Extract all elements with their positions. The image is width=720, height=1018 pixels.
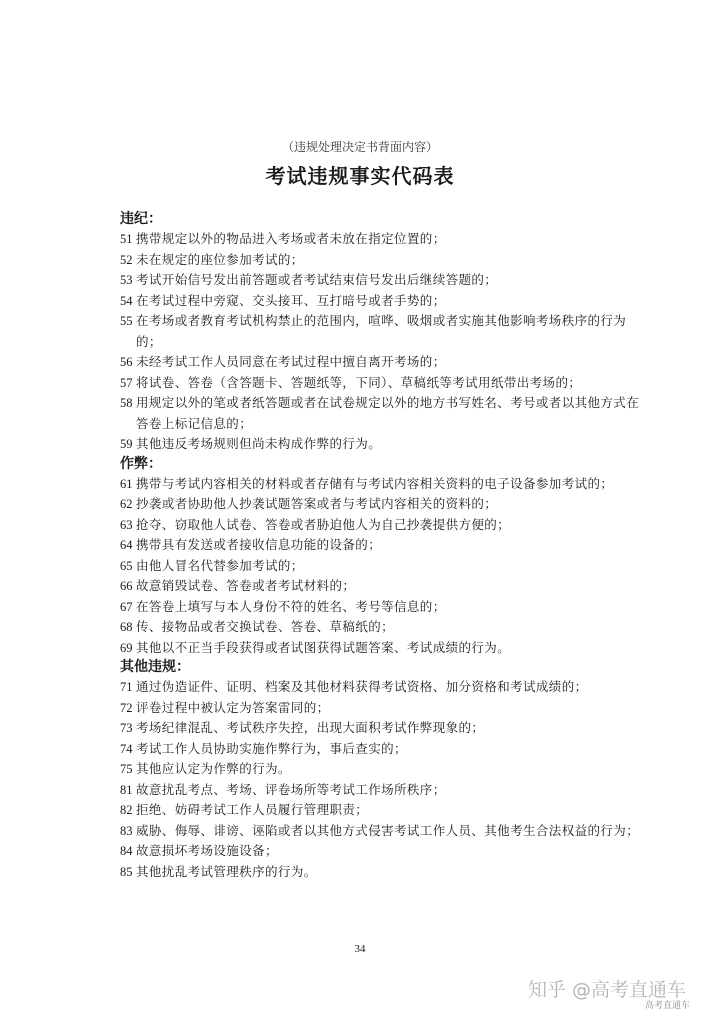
violation-code: 75 [120,762,133,776]
violation-code: 66 [120,579,133,593]
violation-description: 携带与考试内容相关的材料或者存储有与考试内容相关资料的电子设备参加考试的； [136,475,614,491]
violation-item [120,862,640,883]
violation-code: 62 [120,497,133,511]
violation-code: 65 [120,558,133,573]
violation-description: 威胁、侮辱、诽谤、诬陷或者以其他方式侵害考试工作人员、其他考生合法权益的行为； [136,822,640,838]
violation-description: 考试工作人员协助实施作弊行为，事后查实的； [136,740,407,756]
violation-code: 68 [120,620,133,634]
violation-code: 53 [120,273,133,287]
watermark-sublabel: 高考直通车 [645,1001,691,1011]
violation-code: 72 [120,700,133,715]
violation-item [120,494,640,515]
violation-item [120,739,640,760]
violation-code: 52 [120,252,133,267]
section-2 [120,455,640,659]
code-table [120,210,640,882]
violation-description: 用规定以外的笔或者纸答题或者在试卷规定以外的地方书写姓名、考号或者以其他方式在答卷上标记信息的； [136,395,640,431]
violation-item [120,229,640,250]
violation-item [120,597,640,618]
violation-code: 69 [120,640,133,655]
violation-description: 故意销毁试卷、答卷或者考试材料的； [136,578,356,593]
violation-item [120,617,640,638]
violation-description: 抢夺、窃取他人试卷、答卷或者胁迫他人为自己抄袭提供方便的； [136,516,511,532]
violation-code: 63 [120,517,133,532]
violation-code: 84 [120,844,133,858]
section-1 [120,210,640,455]
section-3 [120,658,640,882]
violation-description: 在考试过程中旁窥、交头接耳、互打暗号或者手势的； [136,292,446,308]
violation-code: 71 [120,680,133,694]
violation-code: 55 [120,314,133,328]
violation-code: 74 [120,741,133,756]
violation-description: 其他以不正当手段获得或者试图获得试题答案、考试成绩的行为。 [136,639,511,655]
violation-code: 61 [120,476,133,491]
violation-code: 56 [120,355,133,369]
violation-item [120,638,640,659]
violation-item [120,373,640,394]
violation-item [120,393,640,434]
violation-code: 83 [120,823,133,838]
violation-code: 54 [120,293,133,308]
violation-code: 58 [120,396,133,410]
violation-description: 未经考试工作人员同意在考试过程中擅自离开考场的； [136,354,446,369]
violation-description: 将试卷、答卷（含答题卡、答题纸等，下同）、草稿纸等考试用纸带出考场的； [136,374,582,390]
violation-code: 67 [120,599,133,614]
section-heading: 其他违规： [120,659,190,675]
violation-item [120,311,640,352]
violation-item [120,556,640,577]
violation-code: 82 [120,803,133,817]
violation-item [120,291,640,312]
violation-description: 由他人冒名代替参加考试的； [136,557,304,573]
violation-description: 故意损坏考场设施设备； [136,843,278,858]
violation-item [120,800,640,821]
section-heading: 作弊： [120,455,162,472]
violation-item [120,698,640,719]
violation-item [120,535,640,556]
violation-item [120,821,640,842]
violation-code: 59 [120,437,133,451]
violation-item [120,352,640,373]
violation-item [120,780,640,801]
section-heading: 违纪： [120,211,162,227]
violation-description: 通过伪造证件、证明、档案及其他材料获得考试资格、加分资格和考试成绩的； [136,679,588,694]
document-title: 考试违规事实代码表 [265,164,455,188]
document-subtitle: （违规处理决定书背面内容） [281,140,438,154]
violation-item [120,250,640,271]
violation-description: 未在规定的座位参加考试的； [136,251,304,267]
violation-description: 评卷过程中被认定为答案雷同的； [136,699,330,715]
violation-code: 64 [120,538,133,552]
violation-description: 在考场或者教育考试机构禁止的范围内，喧哗、吸烟或者实施其他影响考场秩序的行为的； [136,313,627,349]
violation-item [120,576,640,597]
violation-description: 其他应认定为作弊的行为。 [136,761,291,776]
violation-description: 携带规定以外的物品进入考场或者未放在指定位置的； [136,231,446,246]
violation-item [120,718,640,739]
violation-description: 其他扰乱考试管理秩序的行为。 [136,863,317,879]
violation-code: 57 [120,375,133,390]
violation-item [120,474,640,495]
zhihu-watermark: 知乎 @高考直通车 [528,979,687,1001]
violation-description: 携带具有发送或者接收信息功能的设备的； [136,537,382,552]
violation-code: 81 [120,782,133,797]
violation-description: 传、接物品或者交换试卷、答卷、草稿纸的； [136,619,395,634]
violation-description: 考场纪律混乱、考试秩序失控，出现大面积考试作弊现象的； [136,720,485,735]
violation-description: 拒绝、妨碍考试工作人员履行管理职责； [136,802,369,817]
violation-item [120,841,640,862]
violation-item [120,759,640,780]
violation-item [120,270,640,291]
violation-description: 其他违反考场规则但尚未构成作弊的行为。 [136,436,382,451]
violation-item [120,515,640,536]
page-number: 34 [354,943,366,955]
violation-description: 考试开始信号发出前答题或者考试结束信号发出后继续答题的； [136,272,498,287]
violation-item [120,677,640,698]
violation-item [120,434,640,455]
violation-code: 73 [120,721,133,735]
violation-description: 抄袭或者协助他人抄袭试题答案或者与考试内容相关的资料的； [136,496,498,511]
violation-code: 51 [120,232,133,246]
violation-description: 在答卷上填写与本人身份不符的姓名、考号等信息的； [136,598,446,614]
violation-description: 故意扰乱考点、考场、评卷场所等考试工作场所秩序； [136,781,446,797]
violation-code: 85 [120,864,133,879]
